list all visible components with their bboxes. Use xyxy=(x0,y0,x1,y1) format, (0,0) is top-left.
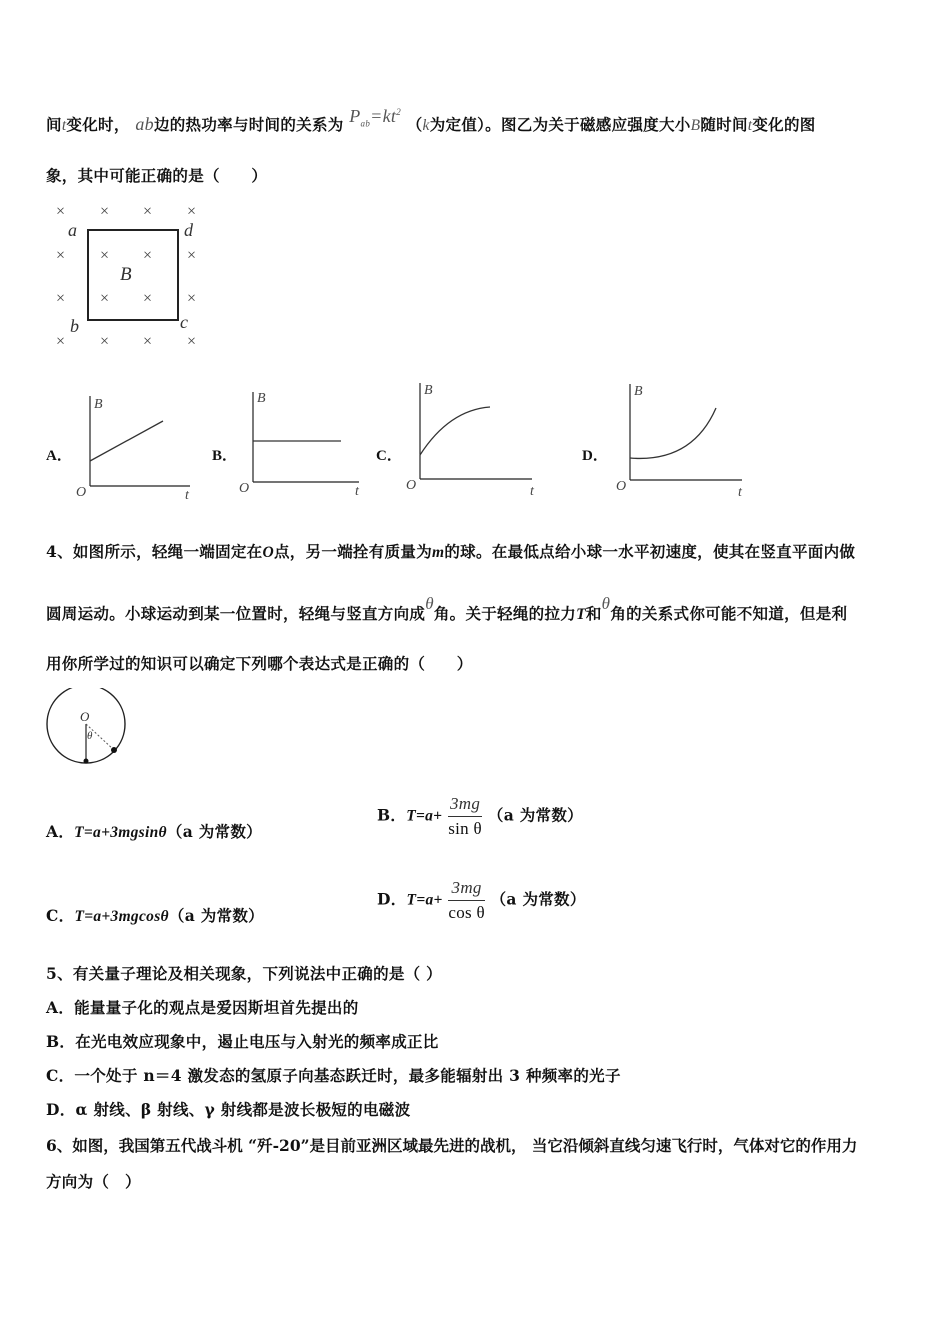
q3-text: （ xyxy=(406,115,423,134)
q4-option-d: D．T=a+ $\frac{3mg}{\text{cos θ}}$ （a 为常数） xyxy=(377,878,586,922)
var-t: t xyxy=(61,117,67,134)
var-O: O xyxy=(262,544,274,561)
svg-text:t: t xyxy=(355,484,359,499)
svg-text:×: × xyxy=(100,290,110,307)
q5-option-a: A．能量量子化的观点是爱因斯坦首先提出的 xyxy=(46,998,359,1017)
svg-text:×: × xyxy=(100,333,110,350)
var-B: B xyxy=(690,117,701,134)
svg-text:×: × xyxy=(143,333,153,350)
q4-option-c: C．T=a+3mgcosθ（a 为常数） xyxy=(46,906,264,925)
graph-b xyxy=(237,380,372,500)
svg-text:B: B xyxy=(94,397,103,412)
lowest-point xyxy=(84,759,89,764)
option-label-d: D． xyxy=(582,448,608,464)
svg-text:×: × xyxy=(187,290,197,307)
svg-text:×: × xyxy=(187,333,197,350)
q3-line-1 xyxy=(46,106,816,137)
q5-option-d: D．α 射线、β 射线、γ 射线都是波长极短的电磁波 xyxy=(46,1100,411,1119)
q6-line-1: 6、如图，我国第五代战斗机 “歼-20”是目前亚洲区域最先进的战机， 当它沿倾斜直线匀速飞行时，气体对它的作用力 xyxy=(46,1136,858,1155)
svg-text:t: t xyxy=(530,484,534,499)
graph-c xyxy=(404,377,544,499)
fraction-b: $\frac{3mg}{\text{sin θ}}$ xyxy=(448,794,482,838)
svg-text:×: × xyxy=(187,203,197,220)
curve-linear xyxy=(90,421,163,461)
svg-text:O: O xyxy=(76,485,87,500)
q4-option-b: B．T=a+ $\frac{3mg}{\text{sin θ}}$ （a 为常数） xyxy=(377,794,583,838)
q3-text: 为定值）。图乙为关于磁感应强度大小 xyxy=(429,115,691,134)
var-theta: θ xyxy=(601,594,611,613)
q5-stem: 5、有关量子理论及相关现象，下列说法中正确的是（ ） xyxy=(46,964,442,983)
q4-line-1: 4、如图所示，轻绳一端固定在O点，另一端拴有质量为m的球。在最低点给小球一水平初速度，使其在竖直平面内做 xyxy=(46,542,856,561)
svg-text:×: × xyxy=(100,247,110,264)
svg-text:×: × xyxy=(143,203,153,220)
curve-saturating xyxy=(420,407,490,455)
svg-text:t: t xyxy=(738,485,742,500)
var-T: T xyxy=(576,606,586,623)
svg-text:O: O xyxy=(406,478,417,493)
svg-text:×: × xyxy=(56,247,66,264)
q3-line-2: 象，其中可能正确的是（ ） xyxy=(46,166,268,185)
svg-text:B: B xyxy=(634,384,643,399)
q3-text: 边的热功率与时间的关系为 xyxy=(153,115,344,134)
q5-option-b: B．在光电效应现象中，遏止电压与入射光的频率成正比 xyxy=(46,1032,439,1051)
var-k: k xyxy=(422,117,430,134)
var-ab: ab xyxy=(135,114,154,134)
var-t: t xyxy=(747,117,753,134)
field-label: B xyxy=(120,264,132,285)
option-label-a: A． xyxy=(46,448,72,464)
graph-a xyxy=(70,388,200,503)
corner-d: d xyxy=(184,220,193,240)
option-label-c: C． xyxy=(376,448,402,464)
q6-line-2: 方向为（ ） xyxy=(46,1172,141,1191)
angle-label: θ xyxy=(87,730,93,742)
var-theta: θ xyxy=(425,594,434,613)
fraction-d: $\frac{3mg}{\text{cos θ}}$ xyxy=(448,878,485,922)
corner-b: b xyxy=(70,316,79,336)
svg-text:O: O xyxy=(616,479,627,494)
svg-text:×: × xyxy=(187,247,197,264)
var-m: m xyxy=(432,544,445,561)
q3-text: 变化时， xyxy=(66,115,130,134)
option-label-b: B． xyxy=(212,448,238,464)
graph-d xyxy=(612,378,752,500)
svg-text:t: t xyxy=(185,488,189,503)
corner-c: c xyxy=(180,312,188,332)
svg-text:×: × xyxy=(143,247,153,264)
curve-accelerating xyxy=(630,408,716,458)
power-formula: $P_{ab}=kt^2$ xyxy=(349,106,402,129)
q4-line-3: 用你所学过的知识可以确定下列哪个表达式是正确的（ ） xyxy=(46,654,473,673)
q5-option-c: C．一个处于 n＝4 激发态的氢原子向基态跃迁时，最多能辐射出 3 种频率的光子 xyxy=(46,1066,621,1085)
svg-text:B: B xyxy=(257,391,266,406)
svg-text:O: O xyxy=(239,481,250,496)
ball xyxy=(111,747,117,753)
svg-text:×: × xyxy=(143,290,153,307)
q3-text: 随时间 xyxy=(700,115,748,134)
svg-text:×: × xyxy=(56,290,66,307)
q3-text: 变化的图 xyxy=(752,115,816,134)
svg-text:×: × xyxy=(56,203,66,220)
square-loop-figure xyxy=(50,198,210,350)
svg-text:×: × xyxy=(56,333,66,350)
q4-line-2: 圆周运动。小球运动到某一位置时，轻绳与竖直方向成θ角。关于轻绳的拉力T和θ角的关系式你可能不知道，但是利 xyxy=(46,594,848,623)
pendulum-figure xyxy=(42,688,132,770)
q3-text: 间 xyxy=(46,115,62,134)
center-label: O xyxy=(80,709,90,724)
svg-text:B: B xyxy=(424,383,433,398)
corner-a: a xyxy=(68,220,77,240)
svg-text:×: × xyxy=(100,203,110,220)
q4-option-a: A．T=a+3mgsinθ（a 为常数） xyxy=(46,822,262,841)
